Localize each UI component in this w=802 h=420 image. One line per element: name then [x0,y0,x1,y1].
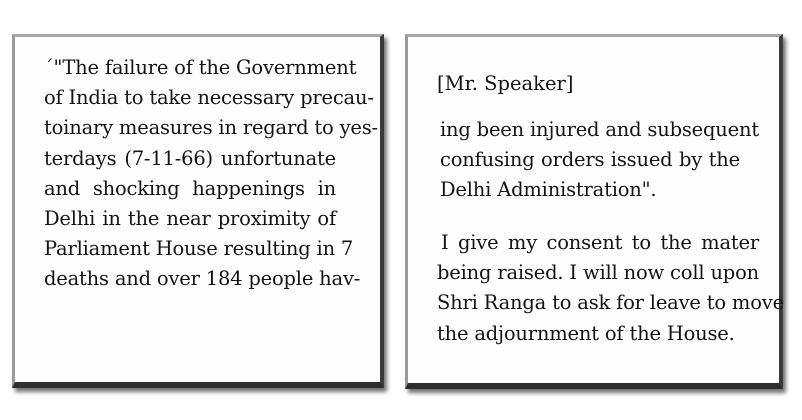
right-clipping-paragraph-2 [437,228,784,349]
text-line: terdays (7-11-66) unfortunate [44,146,336,170]
right-clipping-paragraph-1 [440,115,759,206]
text-line: being raised. I will now coll upon [437,261,759,285]
text-line: of India to take necessary precau- [44,86,374,110]
text-line: ´"The failure of the Government [44,56,357,79]
text-line: Delhi Administration". [440,178,657,202]
text-line: Shri Ranga to ask for leave to move [437,291,784,315]
text-line: Delhi in the near proximity of [44,206,336,230]
text-line: I give my consent to the mater [441,231,759,254]
left-clipping-text [44,53,378,295]
text-line: toinary measures in regard to yes- [44,116,378,140]
text-line: ing been injured and subsequent [440,118,759,141]
text-line: confusing orders issued by the [440,148,740,172]
text-line: and shocking happenings in [44,176,336,200]
text-line: Parliament House resulting in 7 [44,237,354,261]
text-line: deaths and over 184 people hav- [44,267,361,291]
speaker-label: [Mr. Speaker] [437,72,574,95]
text-line: the adjournment of the House. [437,321,735,345]
